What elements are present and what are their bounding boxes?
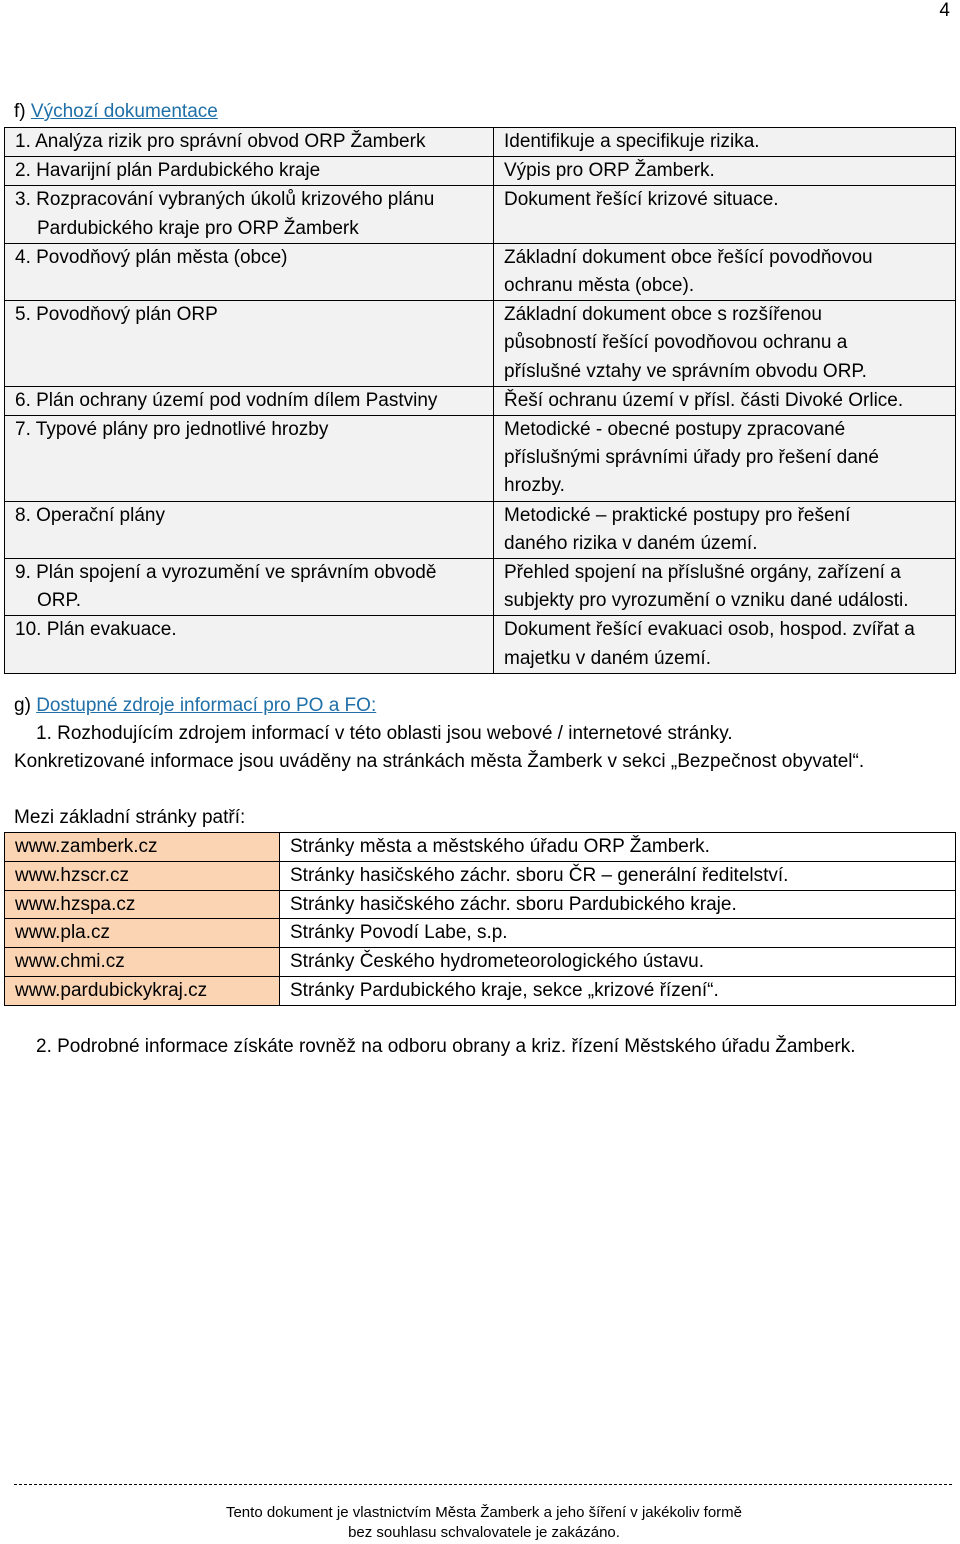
document-description-cell <box>494 559 956 616</box>
info-paragraph-3: 2. Podrobné informace získáte rovněž na odboru obrany a kriz. řízení Městského úřadu Žamberk. <box>36 1036 856 1057</box>
document-name-cell <box>5 301 494 387</box>
table-row <box>5 976 956 1005</box>
website-description: Stránky hasičského záchr. sboru Pardubického kraje. <box>280 890 956 919</box>
footer-line-2: bez souhlasu schvalovatele je zakázáno. <box>348 1524 620 1541</box>
cell-line: Základní dokument obce řešící povodňovou <box>504 246 873 268</box>
cell-line: 7. Typové plány pro jednotlivé hrozby <box>15 419 329 441</box>
document-name-cell <box>5 416 494 502</box>
page-number: 4 <box>939 0 950 21</box>
cell-line: 1. Analýza rizik pro správní obvod ORP Žamberk <box>15 131 426 152</box>
document-name-cell <box>5 186 494 243</box>
section-f-prefix: f) <box>14 101 26 122</box>
website-url: www.hzspa.cz <box>5 890 280 919</box>
table-row <box>5 919 956 948</box>
document-name-cell <box>5 128 494 157</box>
document-name-cell <box>5 157 494 186</box>
cell-line: příslušnými správními úřady pro řešení dané <box>504 447 879 469</box>
section-f-title: Výchozí dokumentace <box>30 101 218 122</box>
cell-line: 10. Plán evakuace. <box>15 619 177 641</box>
table-row <box>5 243 956 300</box>
website-url: www.zamberk.cz <box>5 833 280 862</box>
document-description-cell <box>494 157 956 186</box>
document-name-cell <box>5 559 494 616</box>
table-row <box>5 890 956 919</box>
cell-line: Metodické – praktické postupy pro řešení <box>504 504 851 526</box>
cell-line: Přehled spojení na příslušné orgány, zařízení a <box>504 562 901 584</box>
document-description-cell <box>494 616 956 673</box>
cell-line: Pardubického kraje pro ORP Žamberk <box>37 217 359 239</box>
document-description-cell <box>494 186 956 243</box>
links-table <box>4 832 956 1006</box>
cell-line: 8. Operační plány <box>15 504 165 526</box>
cell-line: Metodické - obecné postupy zpracované <box>504 419 846 441</box>
cell-line: Identifikuje a specifikuje rizika. <box>504 131 760 152</box>
cell-line: 4. Povodňový plán města (obce) <box>15 246 288 268</box>
cell-line: ochranu města (obce). <box>504 275 695 297</box>
website-url: www.hzscr.cz <box>5 861 280 890</box>
website-description: Stránky Povodí Labe, s.p. <box>280 919 956 948</box>
document-description-cell <box>494 386 956 415</box>
cell-line: 5. Povodňový plán ORP <box>15 304 218 326</box>
documentation-table <box>4 127 956 674</box>
document-description-cell <box>494 301 956 387</box>
document-name-cell <box>5 501 494 558</box>
table-row <box>5 559 956 616</box>
table-row <box>5 128 956 157</box>
website-description: Stránky města a městského úřadu ORP Žamberk. <box>280 833 956 862</box>
cell-line: daného rizika v daném území. <box>504 532 758 554</box>
cell-line: 2. Havarijní plán Pardubického kraje <box>15 160 321 182</box>
section-g-heading <box>14 692 376 720</box>
info-paragraph-2: Konkretizované informace jsou uváděny na stránkách města Žamberk v sekci „Bezpečnost obyvatel“. <box>14 751 865 772</box>
table-row <box>5 501 956 558</box>
table-row <box>5 861 956 890</box>
website-description: Stránky Českého hydrometeorologického ústavu. <box>280 948 956 977</box>
cell-line: 3. Rozpracování vybraných úkolů krizového plánu <box>15 189 435 211</box>
table-row <box>5 416 956 502</box>
table-row <box>5 948 956 977</box>
table-row <box>5 833 956 862</box>
table-row <box>5 616 956 673</box>
website-url: www.pardubickykraj.cz <box>5 976 280 1005</box>
document-name-cell <box>5 386 494 415</box>
section-g-prefix: g) <box>14 695 31 716</box>
cell-line: Výpis pro ORP Žamberk. <box>504 160 715 182</box>
website-url: www.pla.cz <box>5 919 280 948</box>
table-row <box>5 386 956 415</box>
website-url: www.chmi.cz <box>5 948 280 977</box>
cell-line: Dokument řešící krizové situace. <box>504 189 779 211</box>
cell-line: majetku v daném území. <box>504 647 711 669</box>
table-row <box>5 186 956 243</box>
table-row <box>5 301 956 387</box>
cell-line: ORP. <box>37 590 82 612</box>
footer-line-1: Tento dokument je vlastnictvím Města Žamberk a jeho šíření v jakékoliv formě <box>225 1504 743 1521</box>
document-description-cell <box>494 128 956 157</box>
document-description-cell <box>494 416 956 502</box>
footer-divider <box>14 1484 952 1485</box>
cell-line: subjekty pro vyrozumění o vzniku dané události. <box>504 590 909 612</box>
section-f-heading <box>14 98 218 126</box>
links-intro: Mezi základní stránky patří: <box>14 807 246 828</box>
website-description: Stránky hasičského záchr. sboru ČR – generální ředitelství. <box>280 861 956 890</box>
cell-line: hrozby. <box>504 475 565 497</box>
table-row <box>5 157 956 186</box>
document-name-cell <box>5 243 494 300</box>
cell-line: Dokument řešící evakuaci osob, hospod. zvířat a <box>504 619 915 641</box>
document-name-cell <box>5 616 494 673</box>
document-description-cell <box>494 501 956 558</box>
document-description-cell <box>494 243 956 300</box>
section-g-title: Dostupné zdroje informací pro PO a FO: <box>36 695 377 716</box>
cell-line: působností řešící povodňovou ochranu a <box>504 332 848 354</box>
cell-line: 6. Plán ochrany území pod vodním dílem Pastviny <box>15 389 438 411</box>
info-paragraph-1: 1. Rozhodujícím zdrojem informací v této oblasti jsou webové / internetové stránky. <box>36 723 733 744</box>
cell-line: Základní dokument obce s rozšířenou <box>504 304 822 326</box>
cell-line: 9. Plán spojení a vyrozumění ve správním obvodě <box>15 562 437 584</box>
cell-line: Řeší ochranu území v přísl. části Divoké Orlice. <box>504 389 904 411</box>
website-description: Stránky Pardubického kraje, sekce „krizové řízení“. <box>280 976 956 1005</box>
cell-line: příslušné vztahy ve správním obvodu ORP. <box>504 360 867 382</box>
